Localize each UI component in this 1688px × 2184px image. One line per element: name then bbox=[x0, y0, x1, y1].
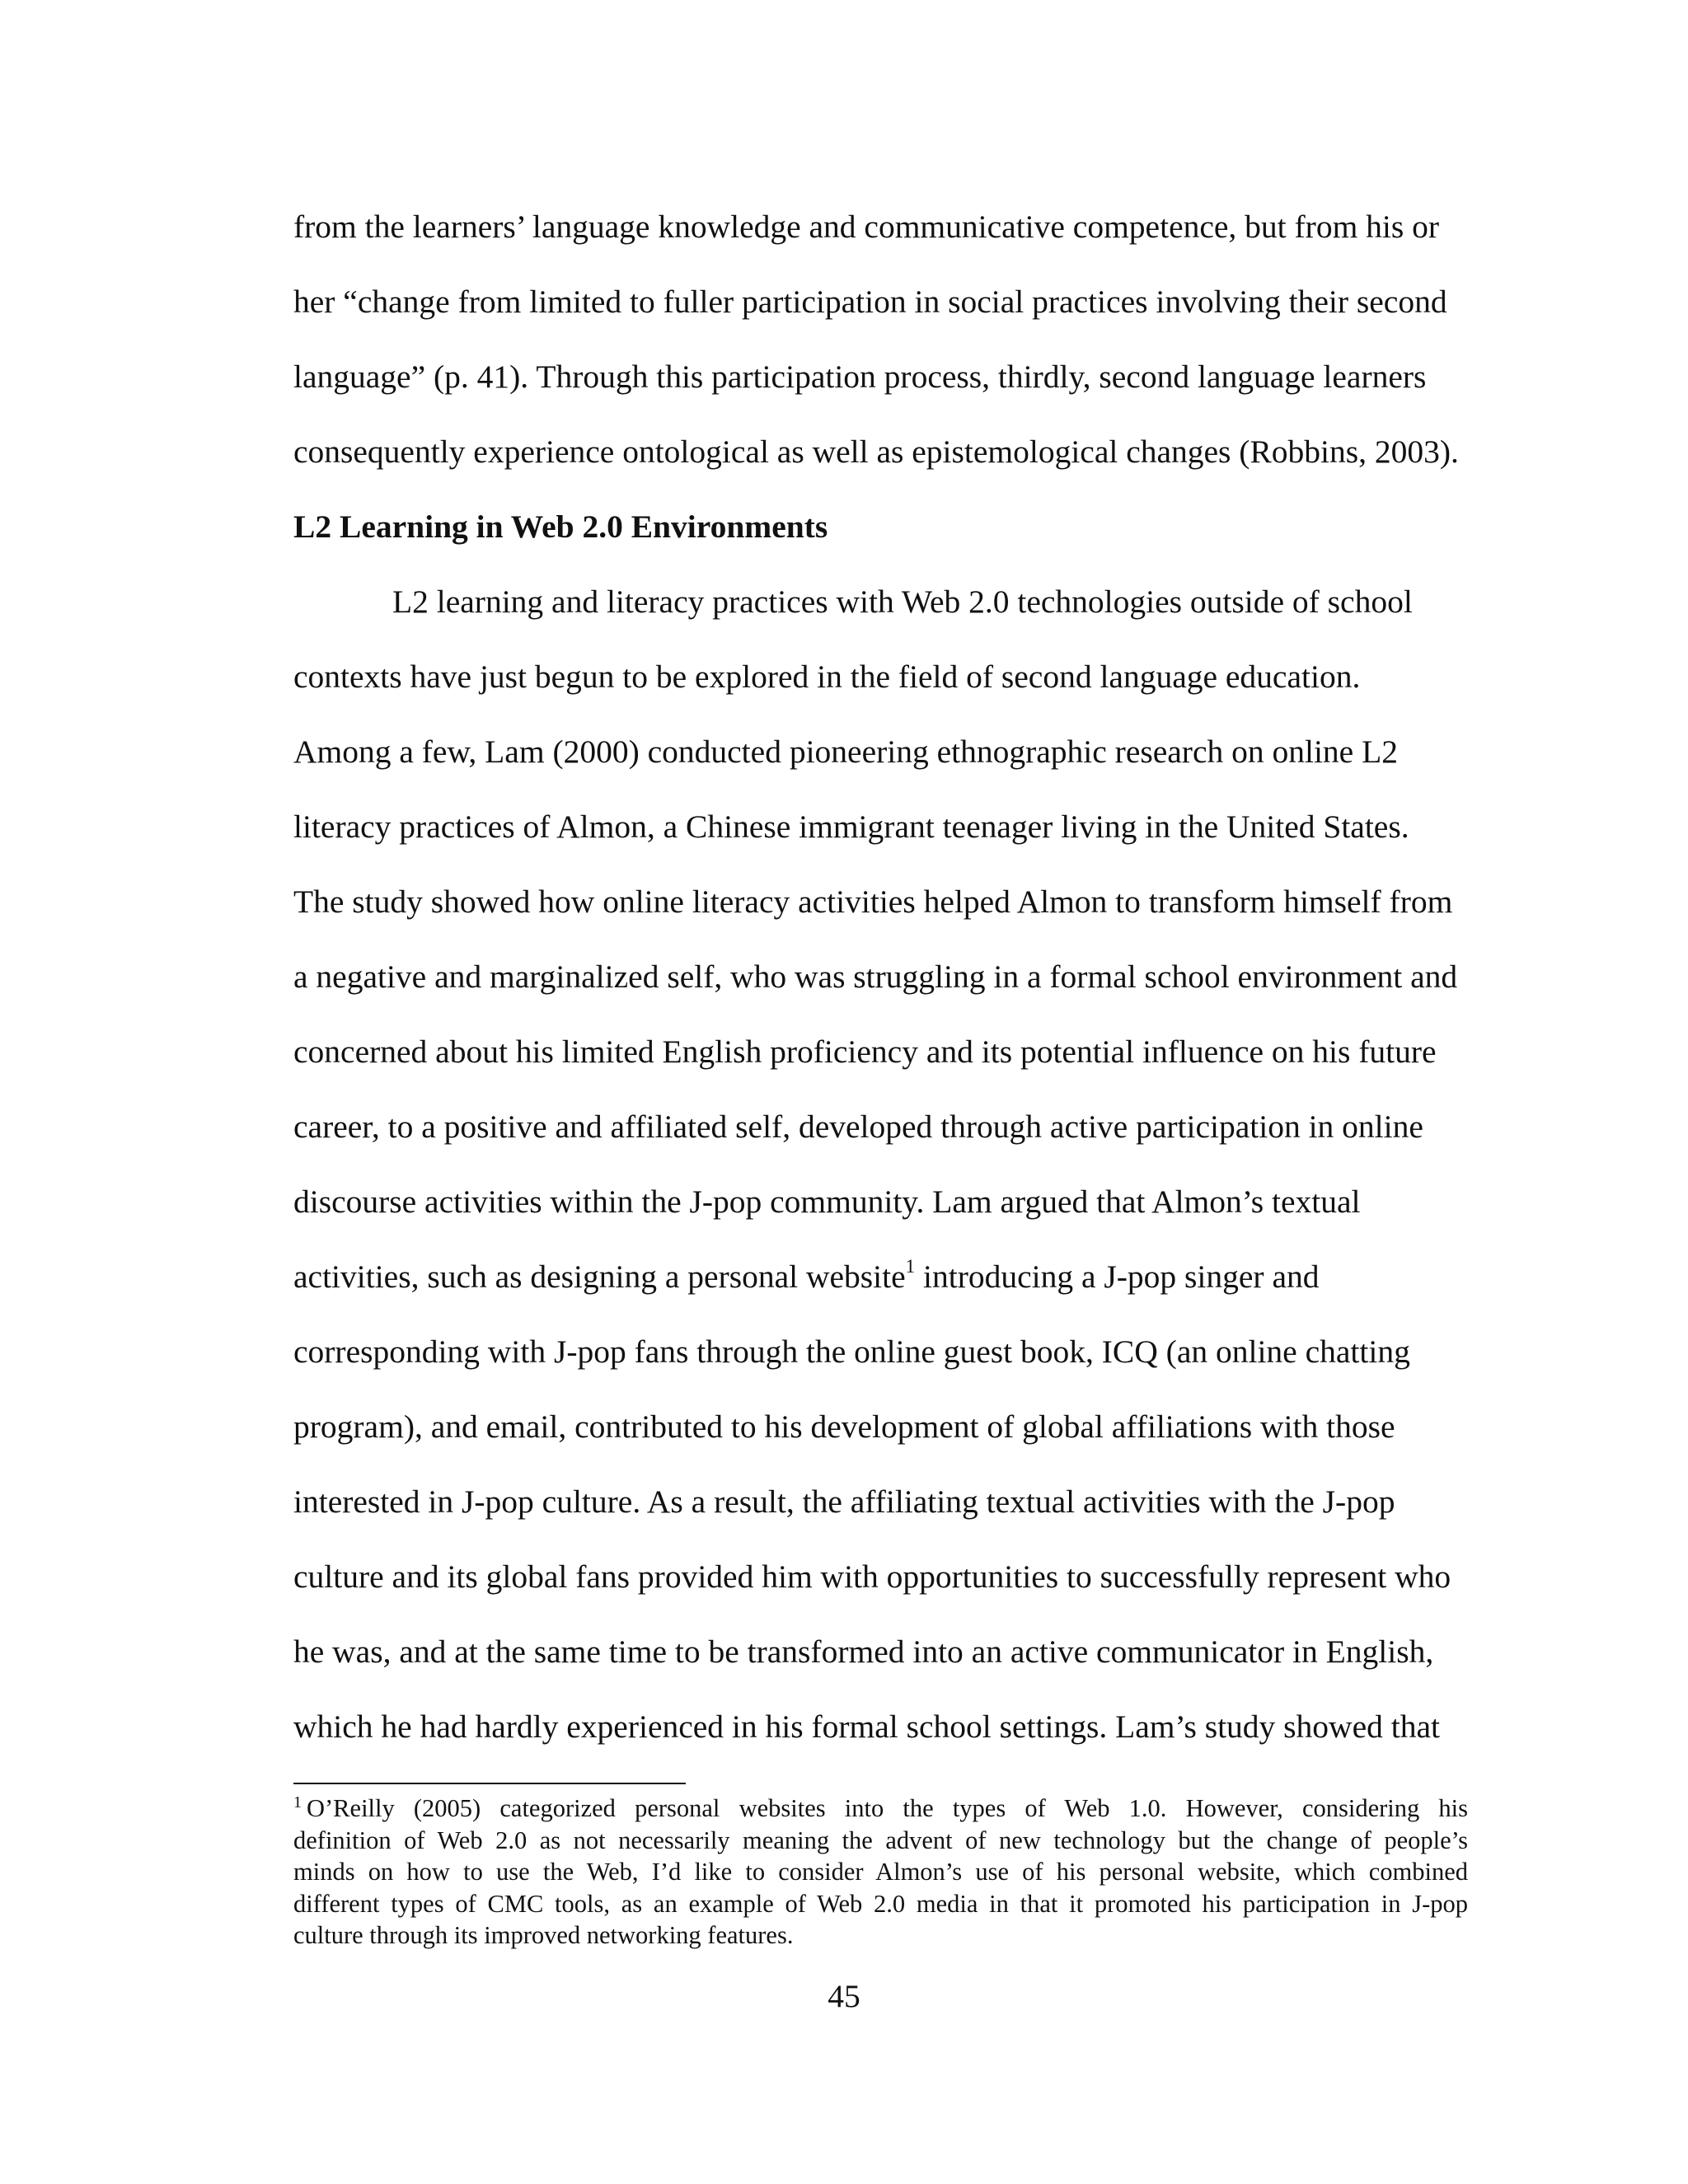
footnote-line: minds on how to use the Web, I’d like to consider Almon’s use of his personal website, which combined bbox=[293, 1858, 1468, 1886]
body-line: a negative and marginalized self, who was struggling in a formal school environment and bbox=[293, 958, 1458, 995]
ref-line-before: activities, such as designing a personal website bbox=[293, 1258, 906, 1295]
body-line: program), and email, contributed to his development of global affiliations with those bbox=[293, 1408, 1395, 1445]
body-line: consequently experience ontological as well as epistemological changes (Robbins, 2003). bbox=[293, 434, 1459, 470]
footnote-separator bbox=[293, 1783, 686, 1784]
footnote-line-text: O’Reilly (2005) categorized personal websites into the types of Web 1.0. However, considering his bbox=[307, 1794, 1468, 1822]
body-line: discourse activities within the J-pop community. Lam argued that Almon’s textual bbox=[293, 1183, 1361, 1220]
body-line: The study showed how online literacy activities helped Almon to transform himself from bbox=[293, 883, 1453, 920]
footnote-marker: 1 bbox=[293, 1793, 302, 1811]
footnote-line: different types of CMC tools, as an example of Web 2.0 media in that it promoted his participation in J-pop bbox=[293, 1889, 1468, 1918]
footnote-line: definition of Web 2.0 as not necessarily meaning the advent of new technology but the change of people’s bbox=[293, 1825, 1468, 1854]
body-line: L2 learning and literacy practices with Web 2.0 technologies outside of school bbox=[392, 583, 1413, 620]
footnote bbox=[293, 1793, 1468, 1952]
body-line: Among a few, Lam (2000) conducted pioneering ethnographic research on online L2 bbox=[293, 733, 1398, 770]
body-line: her “change from limited to fuller participation in social practices involving their second bbox=[293, 284, 1447, 320]
ref-line-after: introducing a J-pop singer and bbox=[915, 1258, 1320, 1295]
body-line: culture and its global fans provided him with opportunities to successfully represent who bbox=[293, 1558, 1451, 1595]
footnote-line bbox=[293, 1793, 1468, 1825]
footnote-line: culture through its improved networking features. bbox=[293, 1921, 794, 1949]
page-number: 45 bbox=[828, 1978, 860, 2014]
body-line: interested in J-pop culture. As a result, the affiliating textual activities with the J-pop bbox=[293, 1483, 1395, 1520]
body-line: corresponding with J-pop fans through the online guest book, ICQ (an online chatting bbox=[293, 1333, 1410, 1370]
body-line: career, to a positive and affiliated self, developed through active participation in online bbox=[293, 1108, 1423, 1145]
body-line: literacy practices of Almon, a Chinese immigrant teenager living in the United States. bbox=[293, 808, 1409, 845]
body-line: concerned about his limited English proficiency and its potential influence on his future bbox=[293, 1033, 1437, 1070]
section-heading: L2 Learning in Web 2.0 Environments bbox=[293, 509, 828, 545]
body-line: he was, and at the same time to be transformed into an active communicator in English, bbox=[293, 1633, 1434, 1670]
body-line: contexts have just begun to be explored in the field of second language education. bbox=[293, 658, 1361, 695]
body-line-with-footnote-ref bbox=[293, 1240, 1464, 1315]
body-line: which he had hardly experienced in his formal school settings. Lam’s study showed that bbox=[293, 1708, 1440, 1745]
body-text bbox=[293, 190, 1464, 1765]
footnote-reference: 1 bbox=[905, 1255, 916, 1277]
body-line: language” (p. 41). Through this participation process, thirdly, second language learners bbox=[293, 359, 1427, 395]
body-line: from the learners’ language knowledge and communicative competence, but from his or bbox=[293, 209, 1440, 245]
